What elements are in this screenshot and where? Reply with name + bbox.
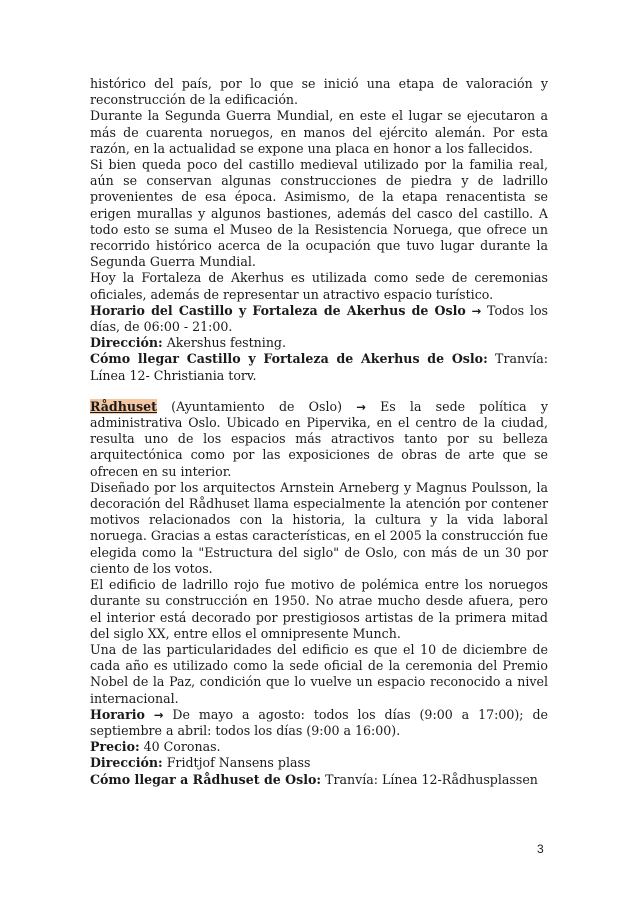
hours-label: Horario (90, 706, 145, 722)
price-text: 40 Coronas. (139, 739, 221, 755)
directions-label: Cómo llegar a Rådhuset de Oslo: (90, 771, 322, 787)
page-body (90, 76, 548, 788)
arrow-right-icon: → (342, 399, 381, 414)
directions-text: Tranvía: Línea 12- Christiania torv. (90, 351, 548, 383)
address-label: Dirección: (90, 335, 163, 351)
radhuset-intro (90, 399, 548, 480)
price-label: Precio: (90, 739, 140, 755)
radhuset-directions (90, 772, 548, 788)
paragraph: Hoy la Fortaleza de Akerhus es utilizada como sede de ceremonias oficiales, además de representar un atractivo espacio turístico. (90, 270, 548, 302)
intro-text: Es la sede política y administrativa Oslo. Ubicado en Pipervika, en el centro de la ciudad, resulta uno de los espacios más atractivos tanto por su belleza arquitectónica como por las exposiciones de obras de arte que se ofrecen en su interior. (90, 398, 548, 479)
akerhus-hours (90, 303, 548, 335)
radhuset-hours (90, 707, 548, 739)
hours-label: Horario del Castillo y Fortaleza de Akerhus de Oslo (90, 302, 466, 318)
address-text: Akershus festning. (162, 335, 286, 351)
address-text: Fridtjof Nansens plass (162, 755, 311, 771)
directions-text: Tranvía: Línea 12-Rådhusplassen (321, 771, 538, 787)
akerhus-address (90, 335, 548, 351)
arrow-right-icon: → (465, 303, 488, 318)
paragraph: El edificio de ladrillo rojo fue motivo de polémica entre los noruegos durante su construcción en 1950. No atrae mucho desde afuera, pero el interior está decorado por prestigiosos artistas de la primera mitad del siglo XX, entre ellos el omnipresente Munch. (90, 577, 548, 641)
paragraph: Diseñado por los arquitectos Arnstein Arneberg y Magnus Poulsson, la decoración del Rådhuset llama especialmente la atención por contener motivos relacionados con la historia, la cultura y la vida laboral noruega. Gracias a estas características, en el 2005 la construcción fue elegida como la "Estructura del siglo" de Oslo, con más de un 30 por ciento de los votos. (90, 479, 548, 576)
section-subtitle: (Ayuntamiento de Oslo) (156, 398, 342, 414)
directions-label: Cómo llegar Castillo y Fortaleza de Akerhus de Oslo: (90, 351, 488, 367)
akerhus-directions (90, 351, 548, 383)
paragraph: histórico del país, por lo que se inició una etapa de valoración y reconstrucción de la edificación. (90, 76, 548, 108)
paragraph: Durante la Segunda Guerra Mundial, en este el lugar se ejecutaron a más de cuarenta noruegos, en manos del ejército alemán. Por esta razón, en la actualidad se expone una placa en honor a los fallecidos. (90, 108, 548, 156)
hours-text: Todos los días, de 06:00 - 21:00. (90, 302, 548, 335)
radhuset-address (90, 755, 548, 771)
arrow-right-icon: → (144, 707, 173, 722)
section-title: Rådhuset (90, 398, 157, 414)
paragraph: Una de las particularidades del edificio es que el 10 de diciembre de cada año es utilizado como la sede oficial de la ceremonia del Premio Nobel de la Paz, condición que lo vuelve un espacio reconocido a nivel internacional. (90, 641, 548, 706)
hours-text: De mayo a agosto: todos los días (9:00 a 17:00); de septiembre a abril: todos los días (9:00 a 16:00). (90, 706, 548, 738)
paragraph: Si bien queda poco del castillo medieval utilizado por la familia real, aún se conservan algunas construcciones de piedra y de ladrillo provenientes de esa época. Asimismo, de la etapa renacentista se erigen murallas y algunos bastiones, además del casco del castillo. A todo esto se suma el Museo de la Resistencia Noruega, que ofrece un recorrido histórico acerca de la ocupación que tuvo lugar durante la Segunda Guerra Mundial. (90, 157, 548, 270)
page-number: 3 (537, 842, 544, 856)
address-label: Dirección: (90, 755, 163, 771)
radhuset-price (90, 739, 548, 755)
